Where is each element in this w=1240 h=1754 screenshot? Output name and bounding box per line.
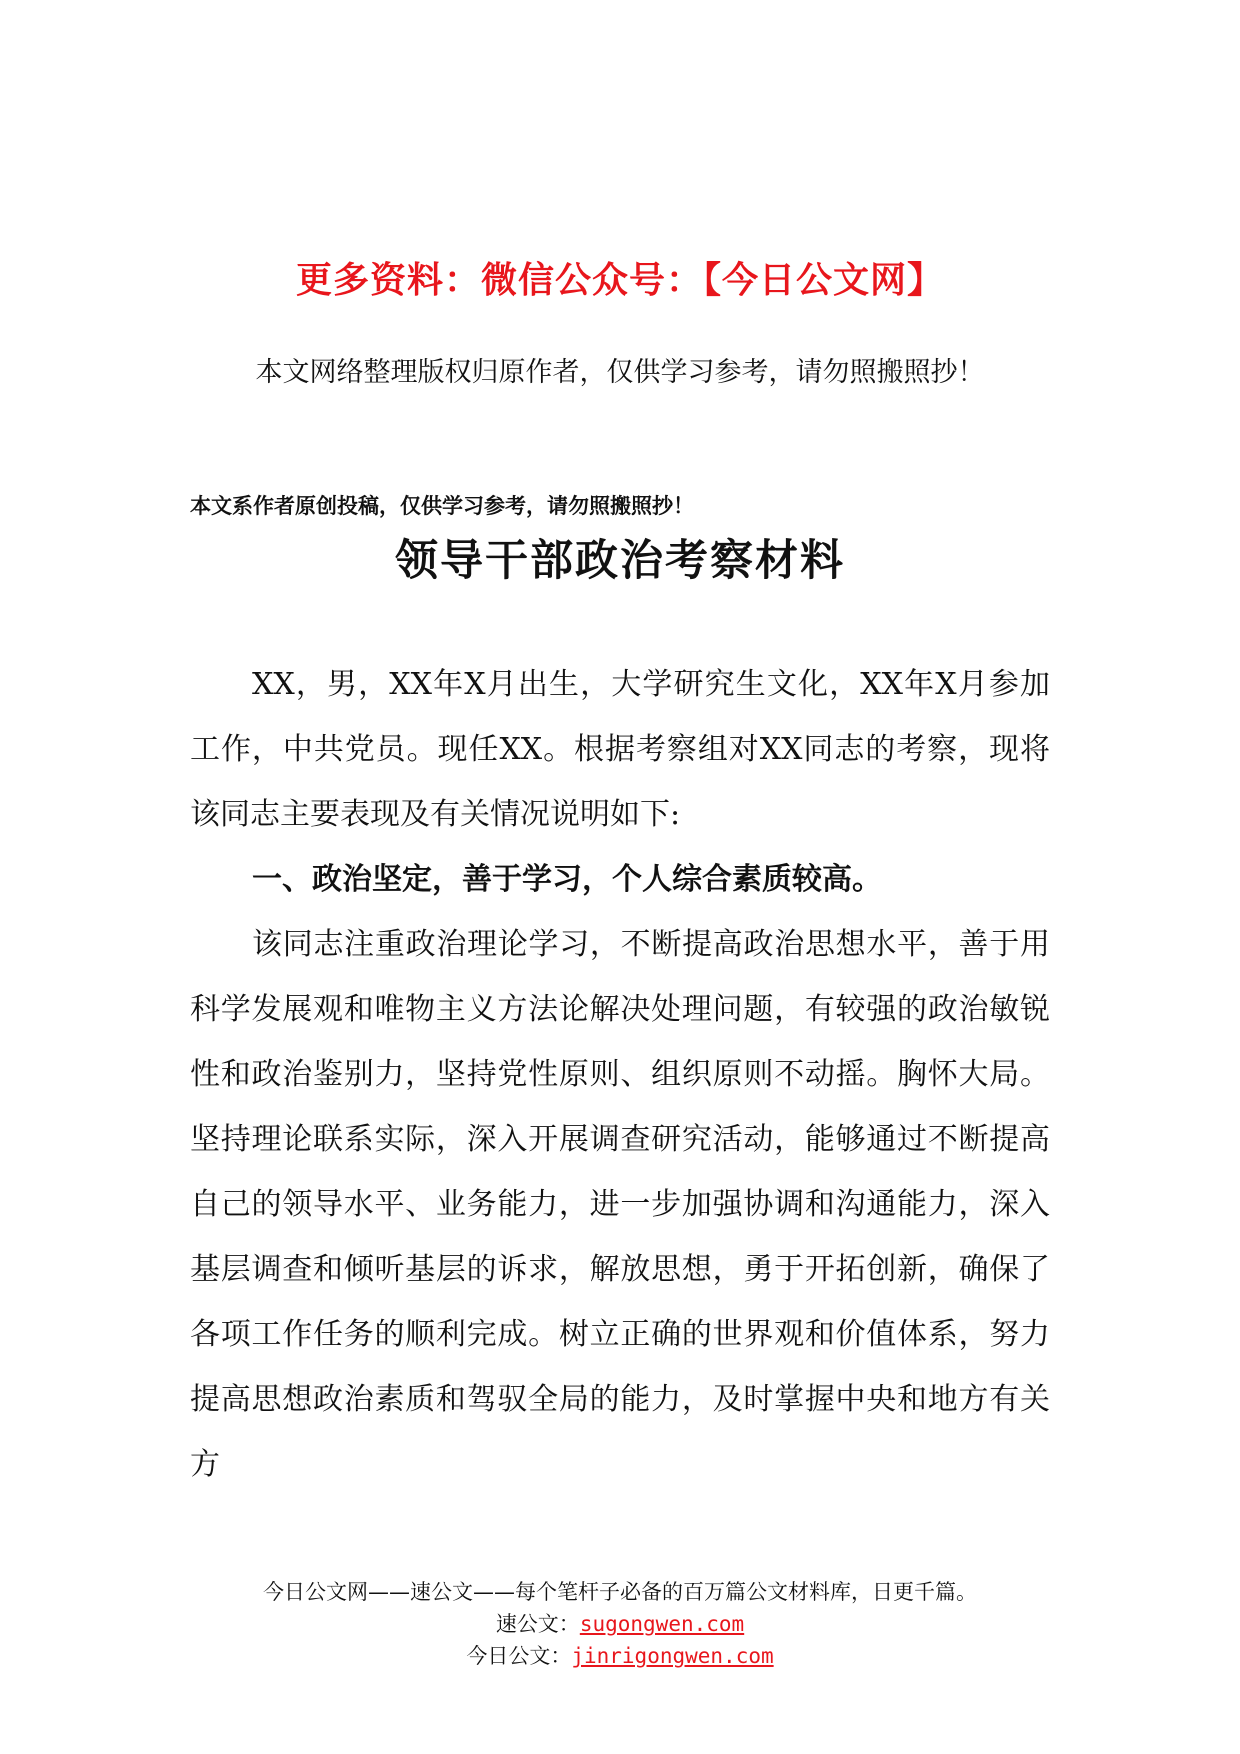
section-paragraph: 该同志注重政治理论学习，不断提高政治思想水平，善于用科学发展观和唯物主义方法论解决处理问题，有较强的政治敏锐性和政治鉴别力，坚持党性原则、组织原则不动摇。胸怀大局。坚持理论联系实际，深入开展调查研究活动，能够通过不断提高自己的领导水平、业务能力，进一步加强协调和沟通能力，深入基层调查和倾听基层的诉求，解放思想，勇于开拓创新，确保了各项工作任务的顺利完成。树立正确的世界观和价值体系，努力提高思想政治素质和驾驭全局的能力，及时掌握中央和地方有关方	[190, 927, 1050, 1482]
footer-jinri	[0, 1640, 1240, 1672]
promo-title: 更多资料：微信公众号：【今日公文网】	[295, 260, 944, 301]
jinri-label: 今日公文：	[466, 1644, 572, 1668]
sugongwen-link[interactable]: sugongwen.com	[579, 1612, 745, 1636]
document-body	[190, 652, 1050, 1497]
page-title: 领导干部政治考察材料	[395, 536, 845, 586]
footer	[0, 1576, 1240, 1672]
footer-sugongwen	[0, 1608, 1240, 1640]
intro-paragraph: XX，男，XX年X月出生，大学研究生文化，XX年X月参加工作，中共党员。现任XX。根据考察组对XX同志的考察，现将该同志主要表现及有关情况说明如下:	[190, 667, 1050, 832]
section-heading: 一、政治坚定，善于学习，个人综合素质较高。	[252, 862, 882, 897]
sugongwen-label: 速公文：	[495, 1612, 580, 1636]
promo-subtitle: 本文网络整理版权归原作者，仅供学习参考，请勿照搬照抄！	[255, 357, 985, 388]
footer-slogan: 今日公文网——速公文——每个笔杆子必备的百万篇公文材料库，日更千篇。	[263, 1580, 977, 1604]
author-note: 本文系作者原创投稿，仅供学习参考，请勿照搬照抄！	[190, 493, 694, 518]
jinrigongwen-link[interactable]: jinrigongwen.com	[571, 1644, 774, 1668]
